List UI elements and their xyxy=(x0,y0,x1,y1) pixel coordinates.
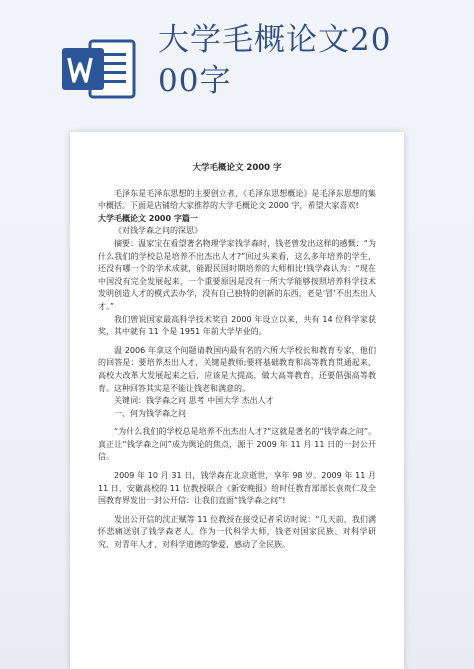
question-paragraph: “为什么我们的学校总是培养不出杰出人才?”这就是著名的“钱学森之问”。 真正让“钱学森之问”成为舆论的焦点，源于 2009 年 11 月 11 日的一封公开信。 xyxy=(98,427,376,462)
section-heading: 大学毛概论文 2000 字篇一 xyxy=(98,213,198,223)
document-body xyxy=(98,162,376,552)
header-title: 大学毛概论文2000字 xyxy=(158,22,392,99)
section-one-heading: 一、何为钱学森之问 xyxy=(114,408,186,418)
death-paragraph: 2009 年 10 月 31 日，钱学森在北京逝世，享年 98 岁。2009 年 11 月 11 日，安徽高校的 11 位教授联合《新安晚报》给时任教育部部长袁贵仁及全国教育界发出一封公开信：让我们直面“钱学森之问”! xyxy=(98,471,376,506)
abstract-paragraph: 摘要：温家宝在看望著名物理学家钱学森时，钱老曾发出这样的感慨：“为什么我们的学校总是培养不出杰出人才?”回过头来看，这么多年培养的学生，还没有哪一个的学术成就，能跟民国时期培养的大师相比!钱学森认为：“现在中国没有完全发展起来，一个重要原因是没有一所大学能够按照培养科学技术发明创造人才的模式去办学，没有自己独特的创新的东西，老是‘冒’不出杰出人才。” xyxy=(98,238,376,311)
document-title: 大学毛概论文 2000 字 xyxy=(192,163,282,173)
interview-paragraph: 温 2006 年拿这个问题请教国内最有名的六所大学校长和教育专家，他们的回答是：要培养杰出人才，关键是教师;要将基础教育和高等教育贯通起来，高校大改革大发展起来之后，应该是大提高，做大高等教育，还要倡强高等教育。这种回答其实是不能让钱老和满意的。 xyxy=(98,345,376,393)
award-paragraph: 我们曾说国家最高科学技术奖自 2000 年设立以来，共有 14 位科学家获奖，其中就有 11 个是 1951 年前大学毕业的。 xyxy=(98,314,376,337)
intro-paragraph: 毛泽东是毛泽东思想的主要创立者，《毛泽东思想概论》是毛泽东思想的集中概括。下面是店铺给大家推荐的大学毛概论文 2000 字，希望大家喜欢! xyxy=(98,188,376,211)
page-header xyxy=(0,0,474,130)
essay-subtitle: 《对钱学森之问的深思》 xyxy=(114,226,202,236)
word-doc-icon xyxy=(60,38,138,100)
letter-paragraph: 发出公开信的沈正赋等 11 位教授在接受记者采访时说：“几天前，我们满怀悲痛送别了钱学森老人。作为一代科学大师，钱老对国家民族、对科学研究、对青年人才、对科学道德的挚爱，感动了全民族。 xyxy=(98,514,376,550)
keywords-line: 关键词：钱学森之问 思考 中国大学 杰出人才 xyxy=(114,396,274,406)
document-page xyxy=(70,132,404,669)
